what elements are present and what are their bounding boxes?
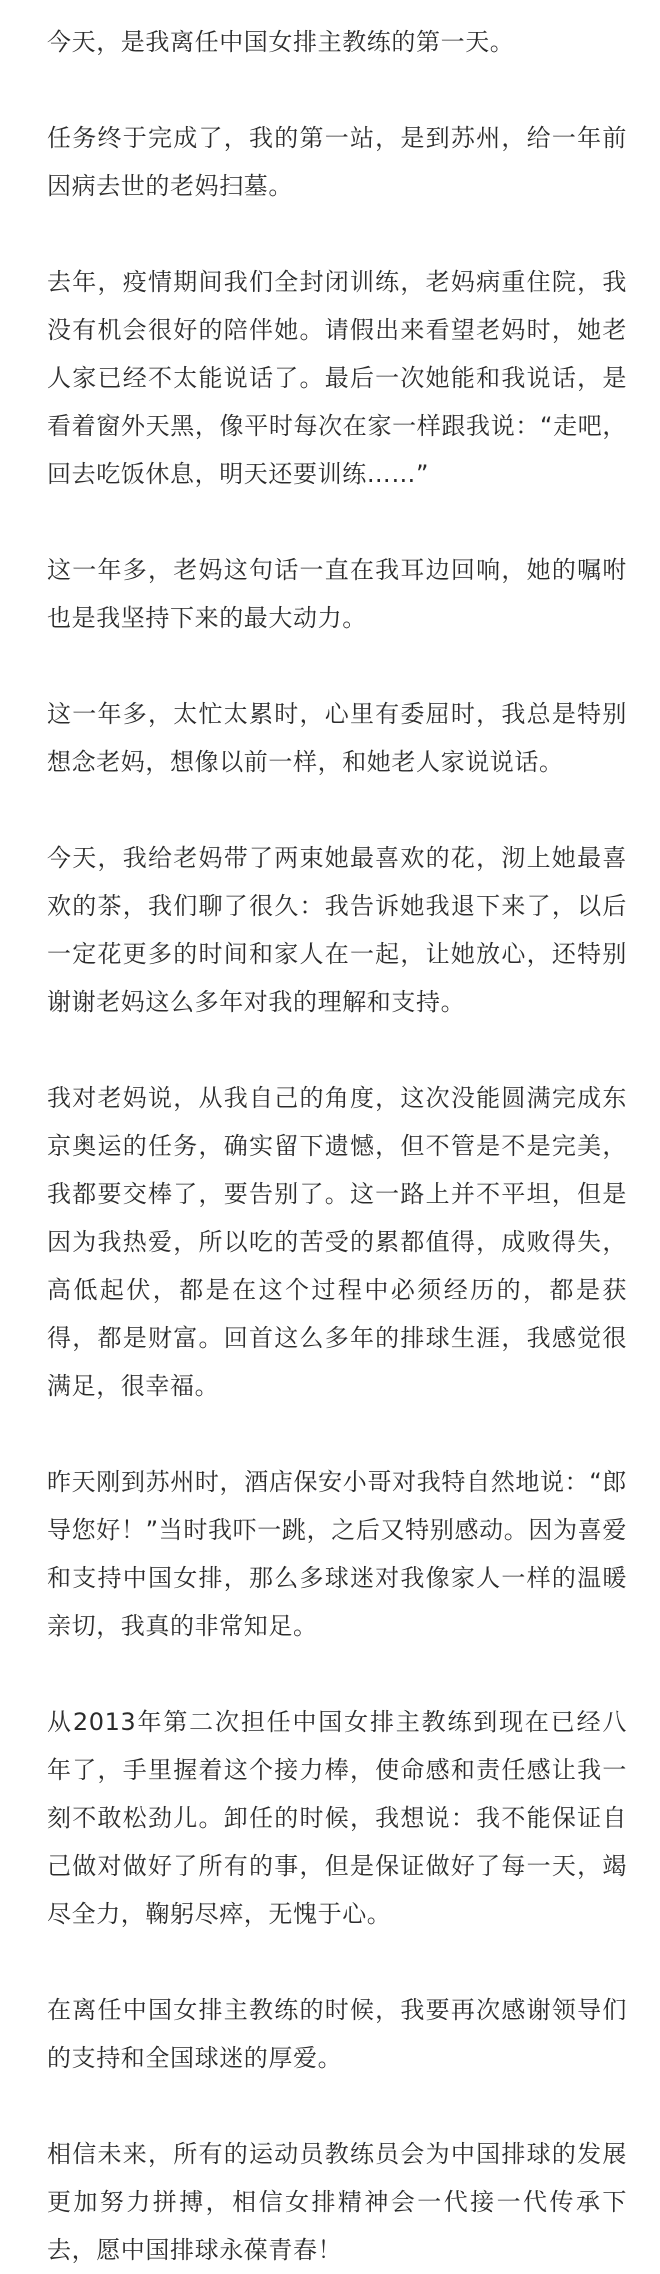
paragraph-11: 相信未来，所有的运动员教练员会为中国排球的发展更加努力拼搏，相信女排精神会一代接一代传承下去，愿中国排球永葆青春！ bbox=[47, 2140, 627, 2264]
paragraph-6: 今天，我给老妈带了两束她最喜欢的花，沏上她最喜欢的茶，我们聊了很久：我告诉她我退下来了，以后一定花更多的时间和家人在一起，让她放心，还特别谢谢老妈这么多年对我的理解和支持。 bbox=[47, 844, 627, 1016]
paragraph-4: 这一年多，老妈这句话一直在我耳边回响，她的嘱咐也是我坚持下来的最大动力。 bbox=[47, 556, 627, 632]
paragraph-1: 今天，是我离任中国女排主教练的第一天。 bbox=[47, 28, 515, 56]
paragraph-8: 昨天刚到苏州时，酒店保安小哥对我特自然地说：“郎导您好！”当时我吓一跳，之后又特别感动。因为喜爱和支持中国女排，那么多球迷对我像家人一样的温暖亲切，我真的非常知足。 bbox=[47, 1468, 627, 1640]
paragraph-2: 任务终于完成了，我的第一站，是到苏州，给一年前因病去世的老妈扫墓。 bbox=[47, 124, 627, 200]
paragraph-7: 我对老妈说，从我自己的角度，这次没能圆满完成东京奥运的任务，确实留下遗憾，但不管是不是完美，我都要交棒了，要告别了。这一路上并不平坦，但是因为我热爱，所以吃的苦受的累都值得，成败得失，高低起伏，都是在这个过程中必须经历的，都是获得，都是财富。回首这么多年的排球生涯，我感觉很满足，很幸福。 bbox=[47, 1084, 627, 1400]
paragraph-9: 从2013年第二次担任中国女排主教练到现在已经八年了，手里握着这个接力棒，使命感和责任感让我一刻不敢松劲儿。卸任的时候，我想说：我不能保证自己做对做好了所有的事，但是保证做好了每一天，竭尽全力，鞠躬尽瘁，无愧于心。 bbox=[47, 1708, 627, 1928]
paragraph-3: 去年，疫情期间我们全封闭训练，老妈病重住院，我没有机会很好的陪伴她。请假出来看望老妈时，她老人家已经不太能说话了。最后一次她能和我说话，是看着窗外天黑，像平时每次在家一样跟我说：“走吧，回去吃饭休息，明天还要训练……” bbox=[47, 268, 627, 488]
article-body bbox=[47, 18, 627, 2274]
paragraph-5: 这一年多，太忙太累时，心里有委屈时，我总是特别想念老妈，想像以前一样，和她老人家说说话。 bbox=[47, 700, 627, 776]
paragraph-10: 在离任中国女排主教练的时候，我要再次感谢领导们的支持和全国球迷的厚爱。 bbox=[47, 1996, 627, 2072]
